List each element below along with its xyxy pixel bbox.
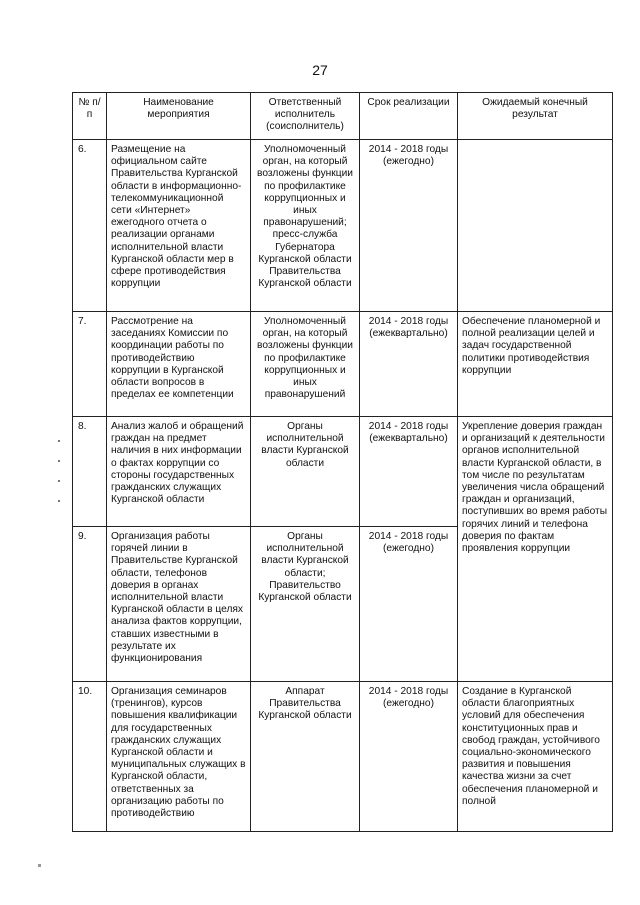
row-term: 2014 - 2018 годы (ежегодно) [360,140,458,312]
row-responsible: Аппарат Правительства Курганской области [251,682,360,832]
header-responsible: Ответственный исполнитель (соисполнитель) [251,93,360,140]
scan-corner-mark [38,864,41,867]
row-responsible: Органы исполнительной власти Курганской области; Правительство Курганской области [251,527,360,682]
row-result: Укрепление доверия граждан и организаций к деятельности органов исполнительной власти Курганской области, в том числе по результатам увеличения числа обращений граждан и организаций, поступивших во время работы горячих линий и телефона доверия по фактам проявления коррупции [458,417,613,682]
row-responsible: Уполномоченный орган, на который возложены функции по профилактике коррупционных и иных правонарушений; пресс-служба Губернатора Курганской области Правительства Курганской области [251,140,360,312]
table-row [73,417,613,527]
row-term: 2014 - 2018 годы (ежеквартально) [360,312,458,417]
row-name: Размещение на официальном сайте Правительства Курганской области в информационно-телекоммуникационной сети «Интернет» ежегодного отчета о реализации органами исполнительной власти Курганской области мер в сфере противодействия коррупции [107,140,251,312]
row-term: 2014 - 2018 годы (ежегодно) [360,682,458,832]
header-term: Срок реализации [360,93,458,140]
row-result: Создание в Курганской области благоприятных условий для обеспечения конституционных прав и свобод граждан, устойчивого социально-экономического развития и повышения качества жизни за счет обеспечения планомерной и полной [458,682,613,832]
row-num: 7. [73,312,107,417]
page-number: 27 [312,62,328,78]
row-num: 6. [73,140,107,312]
row-result: Обеспечение планомерной и полной реализации целей и задач государственной политики противодействия коррупции [458,312,613,417]
row-term: 2014 - 2018 годы (ежеквартально) [360,417,458,527]
row-num: 8. [73,417,107,527]
row-name: Организация работы горячей линии в Правительстве Курганской области, телефонов доверия в органах исполнительной власти Курганской области в целях анализа фактов коррупции, ставших известными в результате их функционирования [107,527,251,682]
table-row [73,312,613,417]
row-term: 2014 - 2018 годы (ежегодно) [360,527,458,682]
header-name: Наименование мероприятия [107,93,251,140]
row-num: 9. [73,527,107,682]
row-name: Анализ жалоб и обращений граждан на предмет наличия в них информации о фактах коррупции со стороны государственных гражданских служащих Курганской области [107,417,251,527]
row-num: 10. [73,682,107,832]
table-row [73,140,613,312]
row-name: Рассмотрение на заседаниях Комиссии по координации работы по противодействию коррупции в Курганской области вопросов в пределах ее компетенции [107,312,251,417]
header-result: Ожидаемый конечный результат [458,93,613,140]
table-header-row [73,93,613,140]
table-row [73,682,613,832]
row-responsible: Органы исполнительной власти Курганской области [251,417,360,527]
row-result [458,140,613,312]
header-num: № п/п [73,93,107,140]
row-name: Организация семинаров (тренингов), курсов повышения квалификации для государственных гражданских служащих Курганской области и муниципальных служащих в Курганской области, ответственных за организацию работы по противодействию [107,682,251,832]
measures-table [72,92,613,832]
scan-margin-marks [58,440,62,520]
row-responsible: Уполномоченный орган, на который возложены функции по профилактике коррупционных и иных правонарушений [251,312,360,417]
